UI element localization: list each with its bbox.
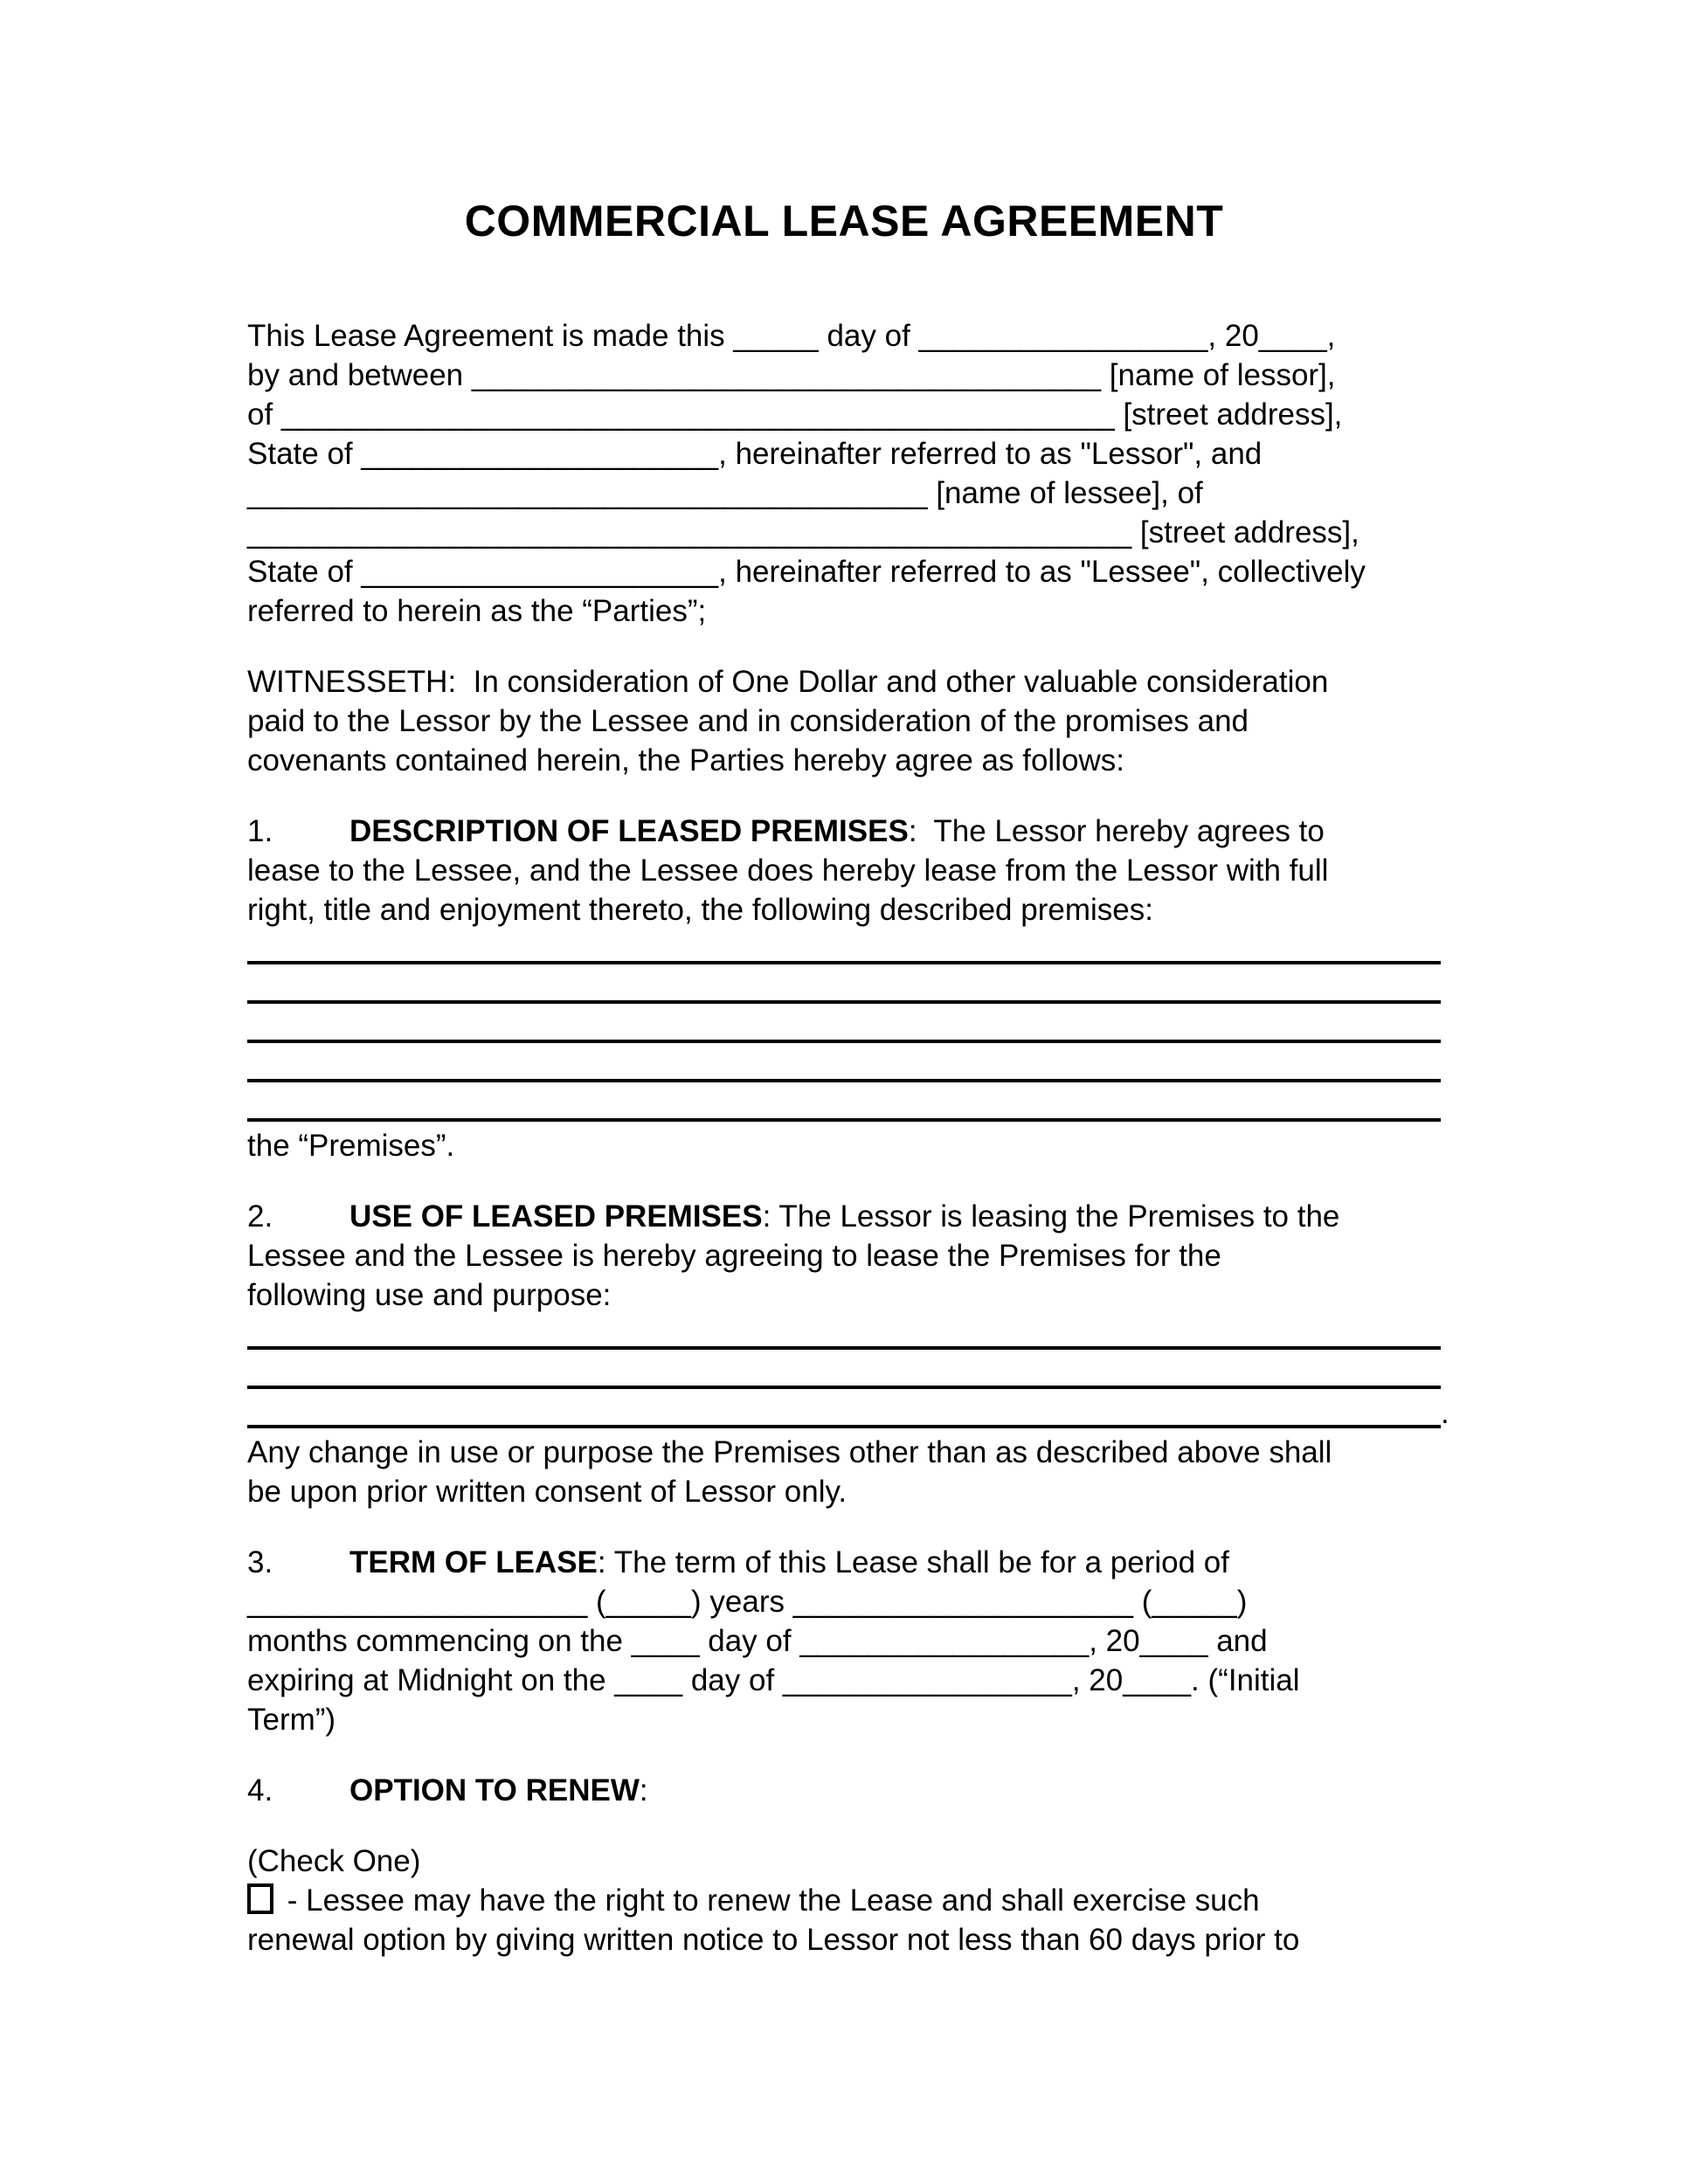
document-title: COMMERCIAL LEASE AGREEMENT <box>464 197 1224 245</box>
text-run: by and between _____________________________________ [name of lessor], <box>247 358 1336 392</box>
document-body <box>247 316 1449 1959</box>
text-line <box>247 395 1441 434</box>
blank-fill-line <box>247 969 1441 1004</box>
section-2-use-of-leased-premises <box>247 1197 1449 1511</box>
text-run: expiring at Midnight on the ____ day of _________________, 20____. (“Initial <box>247 1663 1300 1697</box>
section-number: 3. <box>247 1545 273 1579</box>
text-line <box>247 513 1441 552</box>
text-line <box>247 1881 1441 1920</box>
section-heading: OPTION TO RENEW <box>349 1773 640 1807</box>
text-line <box>247 1842 1441 1881</box>
text-line <box>247 473 1441 513</box>
section-number: 2. <box>247 1199 273 1234</box>
text-line <box>247 1087 1441 1126</box>
text-run: : The Lessor hereby agrees to <box>908 814 1325 848</box>
text-run: WITNESSETH: In consideration of One Dollar and other valuable consideration <box>247 665 1329 699</box>
text-run: paid to the Lessor by the Lessee and in consideration of the promises and <box>247 704 1249 738</box>
text-line <box>247 1126 1441 1165</box>
text-run: State of _____________________, hereinafter referred to as "Lessor", and <box>247 437 1263 471</box>
text-line <box>247 812 1441 851</box>
text-line <box>247 1771 1441 1810</box>
text-run: the “Premises”. <box>247 1129 455 1163</box>
text-run: of _________________________________________________ [street address], <box>247 397 1343 432</box>
text-line <box>247 1393 1449 1433</box>
text-run: (Check One) <box>247 1844 421 1878</box>
blank-fill-line <box>247 930 1441 964</box>
text-line <box>247 552 1441 591</box>
text-line <box>247 702 1441 741</box>
section-heading: USE OF LEASED PREMISES <box>349 1199 763 1234</box>
text-line <box>247 1543 1441 1582</box>
blank-fill-line <box>247 1008 1441 1043</box>
text-line <box>247 969 1441 1008</box>
text-line <box>247 1354 1441 1393</box>
text-line <box>247 1315 1441 1354</box>
text-line <box>247 356 1441 395</box>
section-heading: DESCRIPTION OF LEASED PREMISES <box>349 814 909 848</box>
blank-fill-line <box>247 1047 1441 1082</box>
text-run: ____________________ (_____) years ____________________ (_____) <box>247 1585 1248 1619</box>
checkbox-icon <box>247 1883 273 1914</box>
text-line <box>247 1661 1441 1700</box>
text-run: referred to herein as the “Parties”; <box>247 594 707 628</box>
text-line <box>247 1197 1441 1236</box>
text-line <box>247 316 1441 356</box>
blank-fill-line <box>247 1087 1441 1122</box>
text-run: Term”) <box>247 1703 336 1737</box>
check-one-block <box>247 1842 1441 1959</box>
text-line <box>247 1008 1441 1047</box>
text-run: : The Lessor is leasing the Premises to the <box>762 1199 1340 1234</box>
text-run: following use and purpose: <box>247 1278 612 1312</box>
text-line <box>247 1433 1441 1472</box>
text-run: renewal option by giving written notice to Lessor not less than 60 days prior to <box>247 1923 1300 1957</box>
section-1-description-of-leased-premises <box>247 812 1441 1165</box>
blank-fill-line <box>247 1393 1441 1428</box>
text-line <box>247 591 1441 631</box>
section-number: 4. <box>247 1773 273 1807</box>
text-run: - Lessee may have the right to renew the Lease and shall exercise such <box>279 1883 1260 1918</box>
text-run: be upon prior written consent of Lessor only. <box>247 1475 847 1509</box>
text-run: : <box>639 1773 648 1807</box>
text-line <box>247 851 1441 890</box>
section-4-option-to-renew <box>247 1771 1441 1810</box>
text-run: State of _____________________, hereinafter referred to as "Lessee", collectively <box>247 555 1366 589</box>
text-run: lease to the Lessee, and the Lessee does hereby lease from the Lessor with full <box>247 854 1329 888</box>
blank-fill-line <box>247 1315 1441 1350</box>
text-line <box>247 662 1441 702</box>
text-line <box>247 1700 1441 1739</box>
text-run: : The term of this Lease shall be for a period of <box>597 1545 1229 1579</box>
blank-fill-line <box>247 1354 1441 1389</box>
text-run: Lessee and the Lessee is hereby agreeing to lease the Premises for the <box>247 1239 1221 1273</box>
text-run: months commencing on the ____ day of _________________, 20____ and <box>247 1624 1268 1658</box>
intro-paragraph <box>247 316 1441 631</box>
text-line <box>247 1472 1441 1511</box>
text-line <box>247 1920 1441 1959</box>
text-line <box>247 434 1441 473</box>
text-run: Any change in use or purpose the Premises other than as described above shall <box>247 1435 1332 1469</box>
section-number: 1. <box>247 814 273 848</box>
text-line <box>247 1236 1441 1275</box>
section-heading: TERM OF LEASE <box>349 1545 598 1579</box>
text-run: covenants contained herein, the Parties hereby agree as follows: <box>247 743 1124 778</box>
witnesseth-paragraph <box>247 662 1441 780</box>
text-line <box>247 1582 1441 1621</box>
text-run: right, title and enjoyment thereto, the following described premises: <box>247 893 1153 927</box>
text-run: ________________________________________ [name of lessee], of <box>247 476 1203 510</box>
text-line <box>247 930 1441 969</box>
text-line <box>247 741 1441 780</box>
text-run: This Lease Agreement is made this _____ day of _________________, 20____, <box>247 319 1336 353</box>
text-line <box>247 1275 1441 1315</box>
section-3-term-of-lease <box>247 1543 1441 1739</box>
text-line <box>247 1047 1441 1087</box>
text-line <box>247 890 1441 930</box>
text-run: . <box>1441 1396 1449 1430</box>
text-run: ____________________________________________________ [street address], <box>247 515 1359 549</box>
text-line <box>247 1621 1441 1661</box>
